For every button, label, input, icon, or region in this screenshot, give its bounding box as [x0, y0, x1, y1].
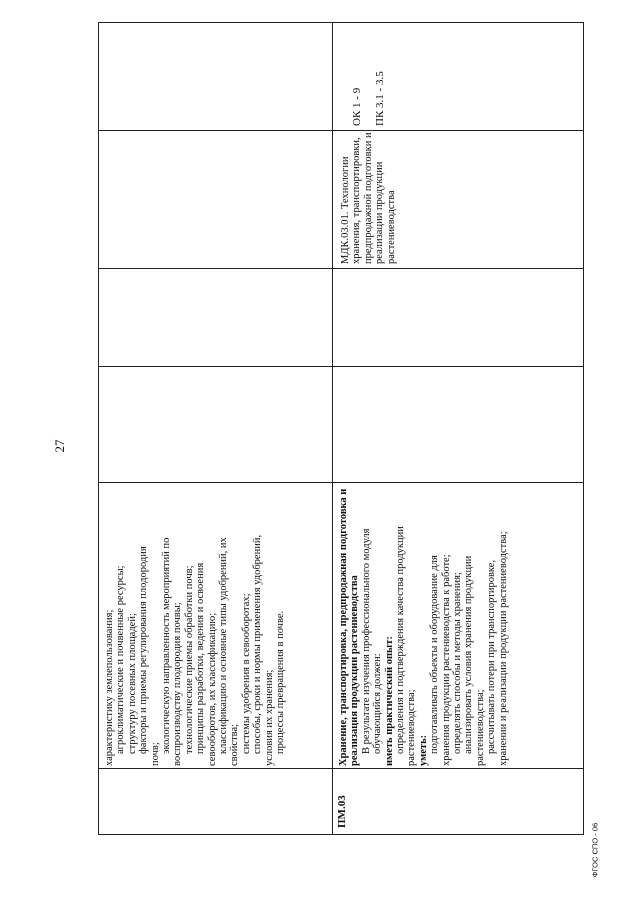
mdk-text: МДК.03.01. Технологии хранения, транспортировки, предпродажной подготовки и реализации продукции растениеводства [340, 132, 397, 264]
pm03-mdk-cell [334, 132, 582, 266]
text-line: определения и подтверждения качества продукции [395, 526, 407, 754]
text-line: технологические приемы обработки почв; [183, 565, 195, 754]
skills-label: уметь: [417, 734, 429, 766]
text-line: факторы и приемы регулирования плодородия [138, 546, 150, 754]
text-line: почв; [149, 742, 161, 766]
module-title: Хранение, транспортировка, предпродажная подготовка и реализация продукции растениеводства [338, 488, 361, 766]
text-line: классификацию и основные типы удобрений, их [218, 537, 230, 754]
footer-standard-code [586, 800, 604, 900]
text-line: процессы превращения в почве. [275, 610, 287, 754]
text-line: рассчитывать потери при транспортировке, [486, 559, 498, 754]
text-line: системы удобрения в севооборотах; [240, 593, 252, 754]
text-line: анализировать условия хранения продукции [463, 555, 475, 754]
prev-row-lines [104, 484, 287, 766]
module-intro: В результате изучения профессионального модуля обучающийся должен: [360, 528, 384, 754]
practice-list [395, 484, 418, 766]
text-line: растениеводства; [406, 689, 418, 766]
pm03-description-cell [334, 484, 582, 766]
text-line: структуру посевных площадей; [126, 613, 138, 754]
text-line: ПК 3.1 - 3.5 [374, 71, 386, 126]
pm03-competencies-cell [334, 24, 582, 128]
pm03-code-cell [334, 770, 358, 832]
text-line: растениеводства; [474, 689, 486, 766]
text-line: способы, сроки и нормы применения удобрений, [252, 534, 264, 754]
text-line: ОК 1 - 9 [351, 87, 363, 126]
text-line: принципы разработки, ведения и освоения [195, 562, 207, 754]
text-line: хранения продукции растениеводства к работе; [440, 554, 452, 766]
text-line: свойства; [229, 723, 241, 766]
footer-text: ФГОС СПО - 06 [590, 822, 600, 878]
module-code: ПМ.03 [336, 795, 348, 828]
text-line: агроклиматические и почвенные ресурсы; [115, 565, 127, 754]
text-line: условия их хранения; [263, 669, 275, 766]
text-line: определять способы и методы хранения; [452, 572, 464, 754]
competencies-list [340, 22, 397, 126]
practice-label: иметь практический опыт: [383, 636, 395, 766]
text-line: подготавливать объекты и оборудование для [429, 555, 441, 754]
text-line: характеристику землепользования; [104, 609, 115, 766]
text-line: севооборотов, их классификацию; [206, 612, 218, 766]
text-line: воспроизводству плодородия почвы; [172, 602, 184, 766]
text-line: экологическую направленность мероприятий по [161, 537, 173, 754]
skills-list [429, 484, 509, 766]
page-number: 27 [52, 439, 67, 453]
text-line: хранении и реализации продукции растениеводства; [497, 531, 509, 766]
prev-row-knowledge-cell [100, 484, 330, 766]
